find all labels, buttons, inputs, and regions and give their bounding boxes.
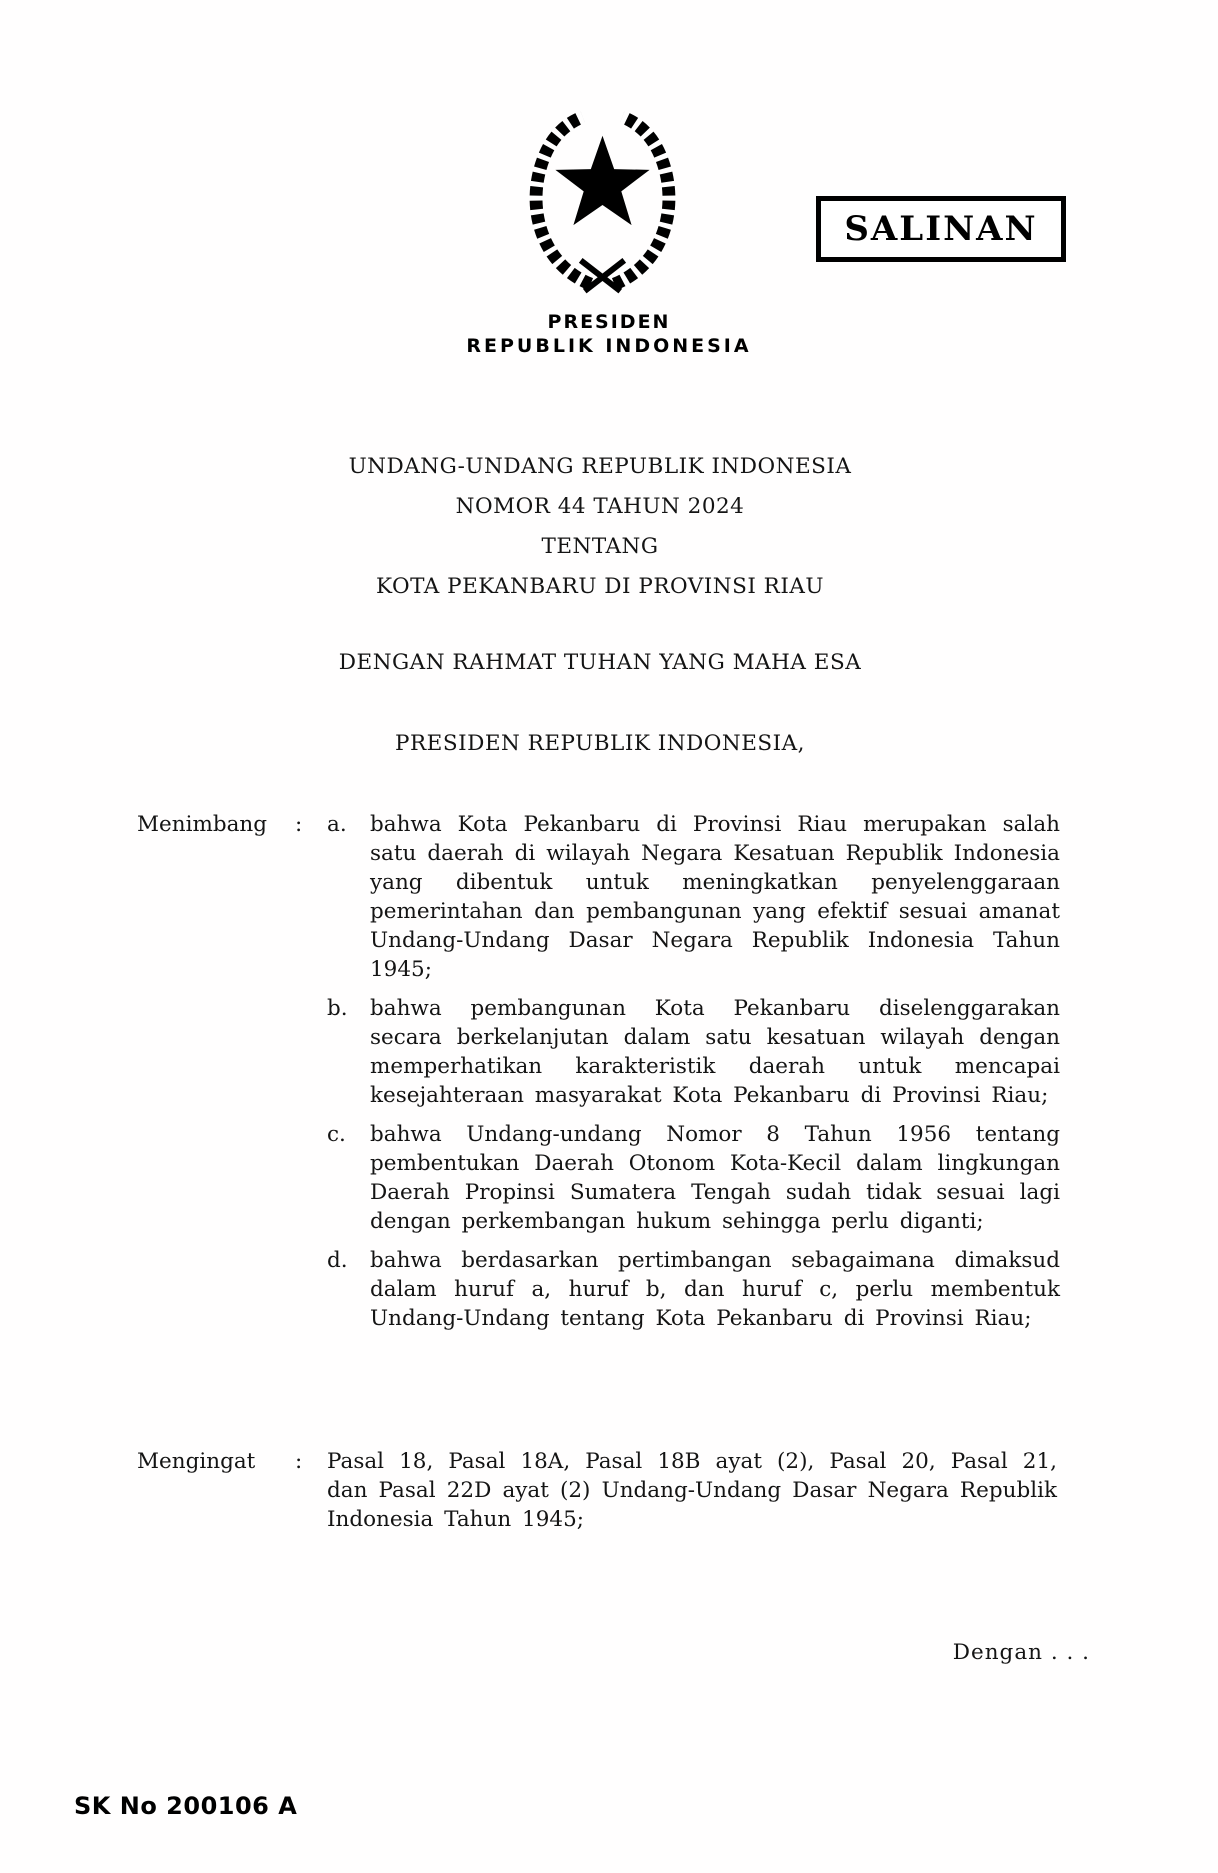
law-title-subject: KOTA PEKANBARU DI PROVINSI RIAU <box>376 574 824 599</box>
item-marker-d: d. <box>327 1248 348 1273</box>
item-marker-b: b. <box>327 996 348 1021</box>
salinan-stamp-label: SALINAN <box>844 209 1038 249</box>
remembering-section <box>137 1447 1063 1534</box>
item-marker-a: a. <box>327 812 347 837</box>
considering-text-d: bahwa berdasarkan pertimbangan sebagaimana dimaksud dalam huruf a, huruf b, dan huruf c, perlu membentuk Undang-Undang tentang Kota Pekanbaru di Provinsi Riau; <box>370 1248 1060 1331</box>
considering-section <box>137 810 1063 1343</box>
authority-line: PRESIDEN REPUBLIK INDONESIA, <box>395 731 805 756</box>
remembering-label: Mengingat <box>137 1449 256 1474</box>
considering-text-c: bahwa Undang-undang Nomor 8 Tahun 1956 tentang pembentukan Daerah Otonom Kota-Kecil dalam lingkungan Daerah Propinsi Sumatera Tengah sudah tidak sesuai lagi dengan perkembangan hukum sehingga perlu diganti; <box>370 1122 1060 1234</box>
continuation-catchword: Dengan . . . <box>952 1640 1090 1665</box>
law-title-line1: UNDANG-UNDANG REPUBLIK INDONESIA <box>348 454 852 479</box>
law-title <box>0 447 1200 607</box>
letterhead-presiden: PRESIDEN <box>547 311 671 333</box>
considering-item-b <box>327 994 1063 1110</box>
invocation-line: DENGAN RAHMAT TUHAN YANG MAHA ESA <box>338 650 862 675</box>
law-title-number: NOMOR 44 TAHUN 2024 <box>455 494 745 519</box>
considering-label: Menimbang <box>137 812 268 837</box>
item-marker-c: c. <box>327 1122 346 1147</box>
remembering-text: Pasal 18, Pasal 18A, Pasal 18B ayat (2), Pasal 20, Pasal 21, dan Pasal 22D ayat (2) Undang-Undang Dasar Negara Republik Indonesia Tahun 1945; <box>327 1449 1057 1532</box>
sk-number: SK No 200106 A <box>74 1792 298 1820</box>
letterhead <box>0 310 1218 358</box>
presidential-seal-icon <box>520 108 685 296</box>
law-title-tentang: TENTANG <box>541 534 659 559</box>
considering-item-d <box>327 1246 1063 1333</box>
remembering-colon: : <box>295 1449 303 1474</box>
considering-text-a: bahwa Kota Pekanbaru di Provinsi Riau merupakan salah satu daerah di wilayah Negara Kesatuan Republik Indonesia yang dibentuk untuk meningkatkan penyelenggaraan pemerintahan dan pembangunan yang efektif sesuai amanat Undang-Undang Dasar Negara Republik Indonesia Tahun 1945; <box>370 812 1060 982</box>
considering-item-a <box>327 810 1063 984</box>
considering-text-b: bahwa pembangunan Kota Pekanbaru diselenggarakan secara berkelanjutan dalam satu kesatuan wilayah dengan memperhatikan karakteristik daerah untuk mencapai kesejahteraan masyarakat Kota Pekanbaru di Provinsi Riau; <box>370 996 1060 1108</box>
considering-item-c <box>327 1120 1063 1236</box>
letterhead-republik-indonesia: REPUBLIK INDONESIA <box>466 335 752 357</box>
considering-colon: : <box>295 812 303 837</box>
salinan-stamp <box>816 196 1066 262</box>
